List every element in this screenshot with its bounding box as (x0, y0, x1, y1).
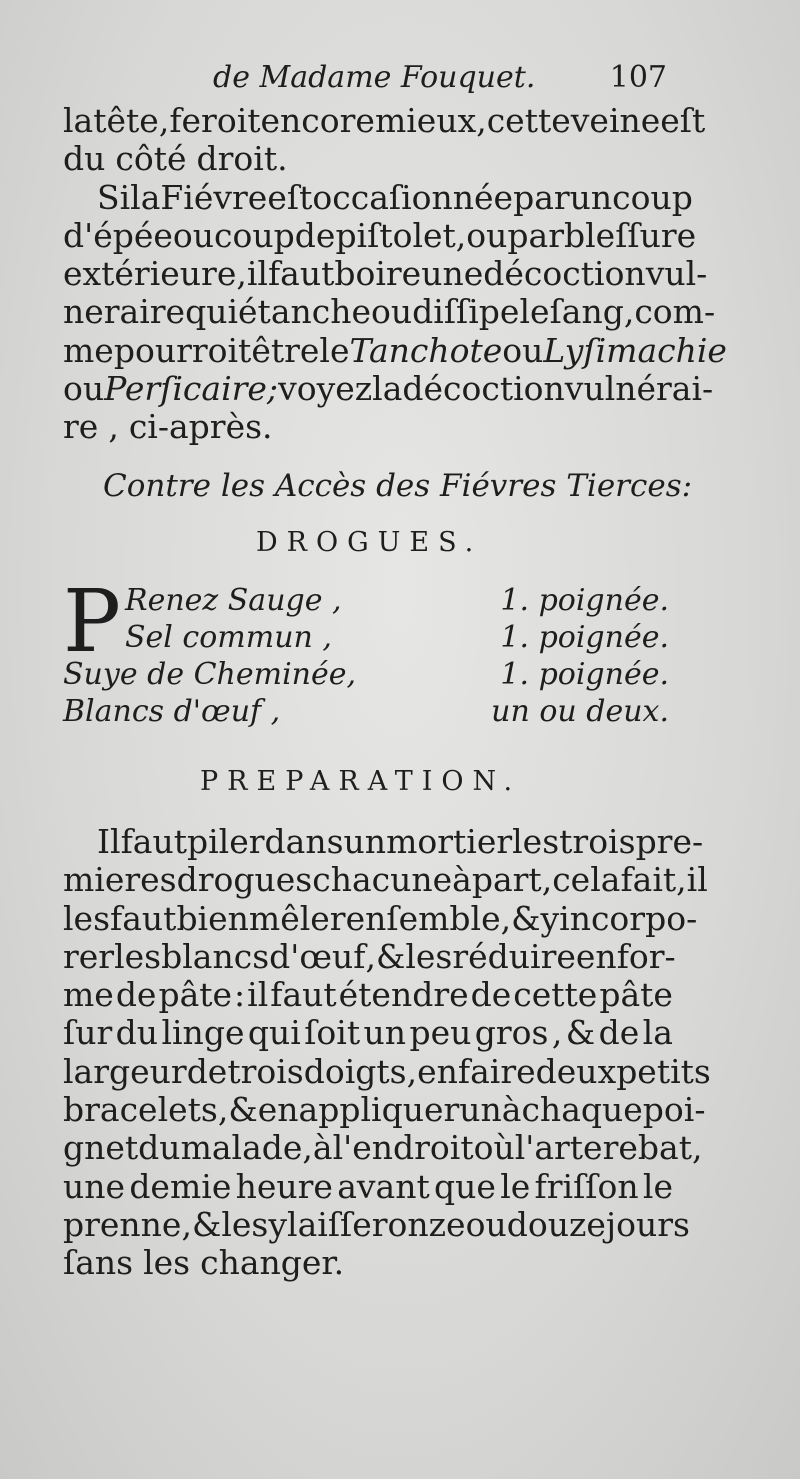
word: la (130, 177, 161, 217)
word: qui (185, 292, 239, 332)
word: for- (616, 936, 676, 976)
drug-row (63, 657, 673, 694)
word: Perſicaire; (104, 369, 279, 409)
word: bracelets, (63, 1090, 229, 1130)
word: par (507, 215, 564, 255)
word: ſur (63, 1013, 113, 1053)
word: les (143, 1243, 191, 1283)
word: mortier (386, 822, 513, 861)
word: piſtolet, (335, 215, 467, 255)
text-line (63, 330, 727, 370)
word: en (417, 1051, 458, 1091)
word: le (642, 1166, 673, 1206)
word: y (540, 898, 560, 938)
text-line (63, 976, 673, 1014)
word: un (363, 1013, 407, 1053)
word: trois (227, 1051, 304, 1091)
word: il (247, 975, 269, 1015)
word: du (138, 1128, 181, 1168)
text-line (63, 101, 706, 140)
word: faut (110, 898, 177, 938)
word: Fiévre (160, 177, 268, 217)
text-line (63, 936, 676, 976)
word: à (312, 1128, 333, 1168)
text-line (63, 1128, 703, 1168)
word: mieux, (374, 101, 487, 140)
running-head (63, 60, 673, 100)
drug-name: Renez Sauge , (125, 583, 342, 618)
word: faire (457, 1051, 536, 1091)
drug-quantity: 1. poignée. (500, 620, 669, 655)
word: côté (115, 139, 187, 179)
word: & (375, 936, 406, 976)
word: rer (63, 936, 115, 976)
word: étanche (238, 292, 372, 332)
drug-quantity: 1. poignée. (500, 657, 669, 692)
text-line (63, 860, 708, 900)
word: feroit (169, 101, 261, 140)
word: une (421, 254, 484, 294)
drug-name: Blancs d'œuf , (63, 694, 281, 729)
word: voyez (278, 369, 373, 409)
word: demie (129, 1166, 232, 1206)
word: drogues (176, 860, 313, 900)
word: eſt (660, 101, 706, 140)
word: gnet (63, 1128, 139, 1168)
word: : (234, 975, 246, 1015)
word: du (115, 1013, 159, 1053)
word: coup (214, 215, 295, 255)
word: neraire (63, 292, 186, 332)
word: appliquer (298, 1090, 460, 1130)
drug-row (63, 583, 673, 620)
drug-row (63, 620, 673, 657)
word: un (459, 1090, 502, 1130)
word: en (257, 1090, 299, 1130)
word: pre- (635, 822, 704, 861)
word: où (473, 1128, 515, 1168)
word: les (63, 898, 111, 938)
word: friſſon (534, 1166, 639, 1206)
word: de (186, 1051, 228, 1091)
word: heure (235, 1166, 333, 1206)
word: ſang, (549, 292, 635, 332)
word: linge (161, 1013, 245, 1053)
drug-name: Suye de Cheminée, (63, 657, 357, 692)
word: faut (267, 254, 335, 294)
text-line (63, 254, 708, 294)
word: chacune (312, 860, 453, 900)
text-line (63, 292, 716, 332)
word: chaque (521, 1090, 643, 1130)
word: la (372, 369, 403, 409)
drug-list (63, 572, 673, 731)
word: trois (559, 822, 636, 861)
word: & (228, 1090, 258, 1130)
text-line (63, 369, 714, 409)
word: ou (172, 215, 215, 255)
word: poi- (642, 1090, 706, 1130)
word: changer. (200, 1243, 345, 1283)
word: incorpo- (559, 898, 698, 938)
drug-row (63, 694, 673, 731)
word: petits (616, 1051, 711, 1091)
word: à (501, 1090, 522, 1130)
word: coup (612, 177, 693, 217)
word: ſans (63, 1243, 134, 1283)
word: les (512, 822, 560, 861)
word: le (319, 330, 350, 370)
word: par (513, 177, 570, 217)
word: me (63, 330, 114, 370)
text-line (63, 1244, 673, 1282)
word: extérieure, (63, 254, 247, 294)
word: pourroit (113, 330, 252, 370)
word: faut (120, 822, 187, 861)
word: ci-après. (128, 407, 273, 447)
word: les (221, 1204, 269, 1244)
word: & (511, 898, 541, 938)
word: le (519, 292, 550, 332)
word: ſoit (304, 1013, 361, 1053)
word: du (63, 139, 106, 179)
word: l'artere (514, 1128, 638, 1168)
word: mêler (248, 898, 346, 938)
paragraph-preparation (63, 822, 711, 1283)
text-line (63, 1014, 673, 1052)
word: Lyſimachie (543, 330, 727, 370)
word: étendre (338, 975, 469, 1015)
word: il (686, 860, 708, 900)
drogues-heading: DROGUES. (256, 527, 483, 558)
word: gros (474, 1013, 549, 1053)
word: y (268, 1204, 288, 1244)
word: que (434, 1166, 496, 1206)
word: Si (97, 177, 131, 217)
word: piler (187, 822, 265, 861)
word: malade, (180, 1128, 313, 1168)
text-line (63, 177, 693, 217)
word: de (115, 975, 157, 1015)
running-title: de Madame Fouquet. (213, 60, 536, 95)
word: boire (334, 254, 422, 294)
word: un (343, 822, 387, 861)
word: peu (409, 1013, 472, 1053)
word: , (551, 1013, 563, 1053)
word: veine (570, 101, 661, 140)
word: réduire (452, 936, 576, 976)
paragraph-fievre-blessure (63, 101, 727, 447)
word: ou (63, 369, 105, 409)
preparation-heading: PREPARATION. (200, 766, 522, 797)
word: cette (486, 101, 571, 140)
word: blancs (161, 936, 270, 976)
text-line (63, 1204, 690, 1244)
word: décoction (402, 369, 565, 409)
word: les (114, 936, 162, 976)
word: largeur (63, 1051, 187, 1091)
text-line (63, 408, 673, 446)
text-line (63, 1090, 706, 1130)
word: jours (605, 1204, 690, 1244)
text-line (63, 898, 698, 938)
word: qui (247, 1013, 301, 1053)
word: une (63, 1166, 126, 1206)
word: cela (552, 860, 621, 900)
word: pâte (599, 975, 673, 1015)
word: eſt (267, 177, 313, 217)
word: l'endroit (332, 1128, 474, 1168)
word: mieres (63, 860, 177, 900)
word: ou (502, 330, 544, 370)
text-line (63, 215, 697, 255)
word: , (365, 936, 376, 976)
word: laiſſer (287, 1204, 388, 1244)
word: occaſionnée (312, 177, 514, 217)
drug-quantity: 1. poignée. (500, 583, 669, 618)
word: diſſipe (412, 292, 520, 332)
word: à (452, 860, 472, 900)
drug-quantity: un ou deux. (491, 694, 669, 729)
word: me (63, 975, 114, 1015)
word: part, (471, 860, 553, 900)
word: de (598, 1013, 640, 1053)
word: être (251, 330, 320, 370)
word: fait, (620, 860, 687, 900)
word: ou (466, 215, 508, 255)
section-subtitle: Contre les Accès des Fiévres Tierces: (103, 468, 693, 504)
word: bien (176, 898, 249, 938)
word: , (108, 407, 119, 447)
word: un (569, 177, 613, 217)
word: la (642, 1013, 673, 1053)
word: com- (634, 292, 716, 332)
word: ou (465, 1204, 507, 1244)
word: doigts, (303, 1051, 418, 1091)
word: Tanchote (349, 330, 503, 370)
word: vulnérai- (564, 369, 714, 409)
word: encore (260, 101, 375, 140)
word: pâte (158, 975, 233, 1015)
word: & (565, 1013, 596, 1053)
word: onze (387, 1204, 466, 1244)
word: prenne, (63, 1204, 192, 1244)
word: la (63, 101, 94, 140)
text-line (63, 822, 704, 861)
word: deux (535, 1051, 617, 1091)
word: les (405, 936, 453, 976)
word: bat, (637, 1128, 703, 1168)
word: décoction (483, 254, 646, 294)
word: faut (270, 975, 337, 1015)
word: vul- (645, 254, 708, 294)
word: & (191, 1204, 222, 1244)
word: tête, (93, 101, 170, 140)
drug-name: Sel commun , (125, 620, 332, 655)
word: de (294, 215, 336, 255)
word: d'épée (63, 215, 173, 255)
word: de (470, 975, 512, 1015)
word: le (500, 1166, 531, 1206)
word: d'œuf (269, 936, 366, 976)
word: il (246, 254, 268, 294)
drop-cap: P (63, 572, 121, 672)
word: re (63, 407, 99, 447)
word: douze (506, 1204, 606, 1244)
word: bleſſure (564, 215, 697, 255)
word: cette (513, 975, 598, 1015)
word: Il (97, 822, 121, 861)
text-line (63, 1051, 711, 1091)
text-line (63, 1168, 673, 1206)
word: ou (371, 292, 413, 332)
page-number: 107 (609, 60, 667, 95)
word: enſemble, (345, 898, 512, 938)
word: droit. (196, 139, 288, 179)
word: dans (264, 822, 344, 861)
word: avant (337, 1166, 430, 1206)
word: en (575, 936, 617, 976)
text-line (63, 140, 673, 178)
